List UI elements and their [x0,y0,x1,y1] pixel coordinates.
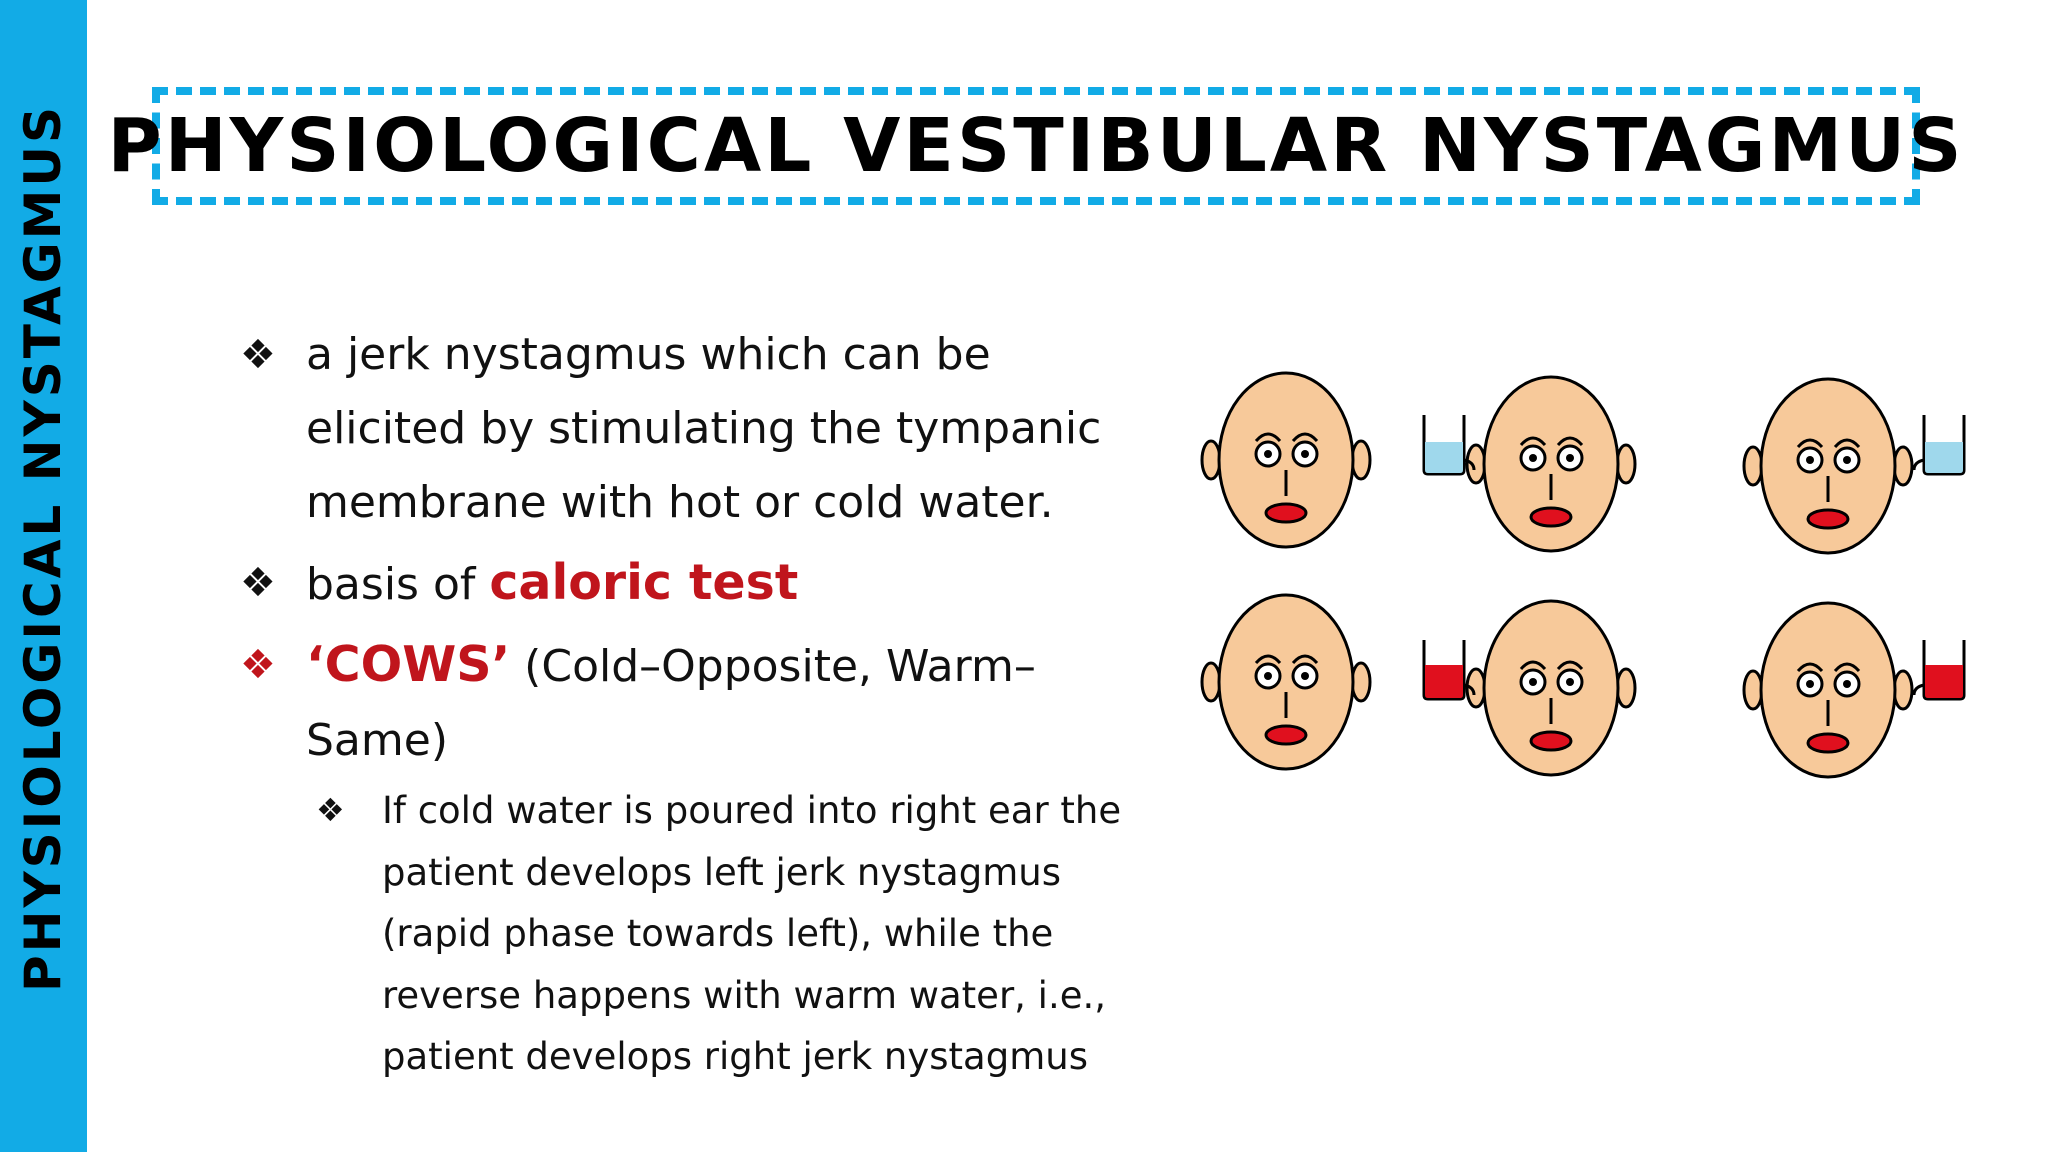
bullet-1 [240,318,1160,540]
diamond-bullet-icon: ❖ [240,332,276,378]
diamond-bullet-icon: ❖ [240,642,276,688]
bullet-1-text: a jerk nystagmus which can be elicited by stimulating the tympanic membrane with hot or cold water. [306,329,1102,528]
caloric-test-illustration [1178,360,2018,800]
diamond-bullet-icon: ❖ [240,560,276,606]
bullet-2-highlight: caloric test [489,554,799,611]
diamond-bullet-icon: ❖ [316,791,345,829]
cold-water-cup-icon [1914,415,1964,474]
warm-water-cup-icon [1914,640,1964,699]
bullet-3-highlight: ‘COWS’ [306,636,511,693]
face-icon [1467,601,1635,775]
sidebar-title: PHYSIOLOGICAL NYSTAGMUS [14,103,72,993]
bullet-2 [240,546,1160,622]
sub-bullet-text: If cold water is poured into right ear the patient develops left jerk nystagmus (rapid phase towards left), while the reverse happens with warm water, i.e., patient develops right jerk nystagmus [382,789,1122,1078]
bullet-3-suffix: (Cold–Opposite, Warm–Same) [306,641,1036,766]
bullet-3 [240,628,1160,778]
content [240,318,1160,1088]
bullet-3-text [306,628,1160,778]
face-row-cold [1202,373,1964,553]
face-row-warm [1202,595,1964,777]
sidebar [0,0,87,1152]
bullet-2-prefix: basis of [306,559,490,610]
bullet-2-text [306,546,798,622]
face-icon [1744,379,1912,553]
title-box [107,87,1965,205]
face-icon [1744,603,1912,777]
face-icon [1202,373,1370,547]
page-title: PHYSIOLOGICAL VESTIBULAR NYSTAGMUS [107,103,1965,189]
face-icon [1202,595,1370,769]
sub-bullet [316,780,1160,1088]
face-icon [1467,377,1635,551]
